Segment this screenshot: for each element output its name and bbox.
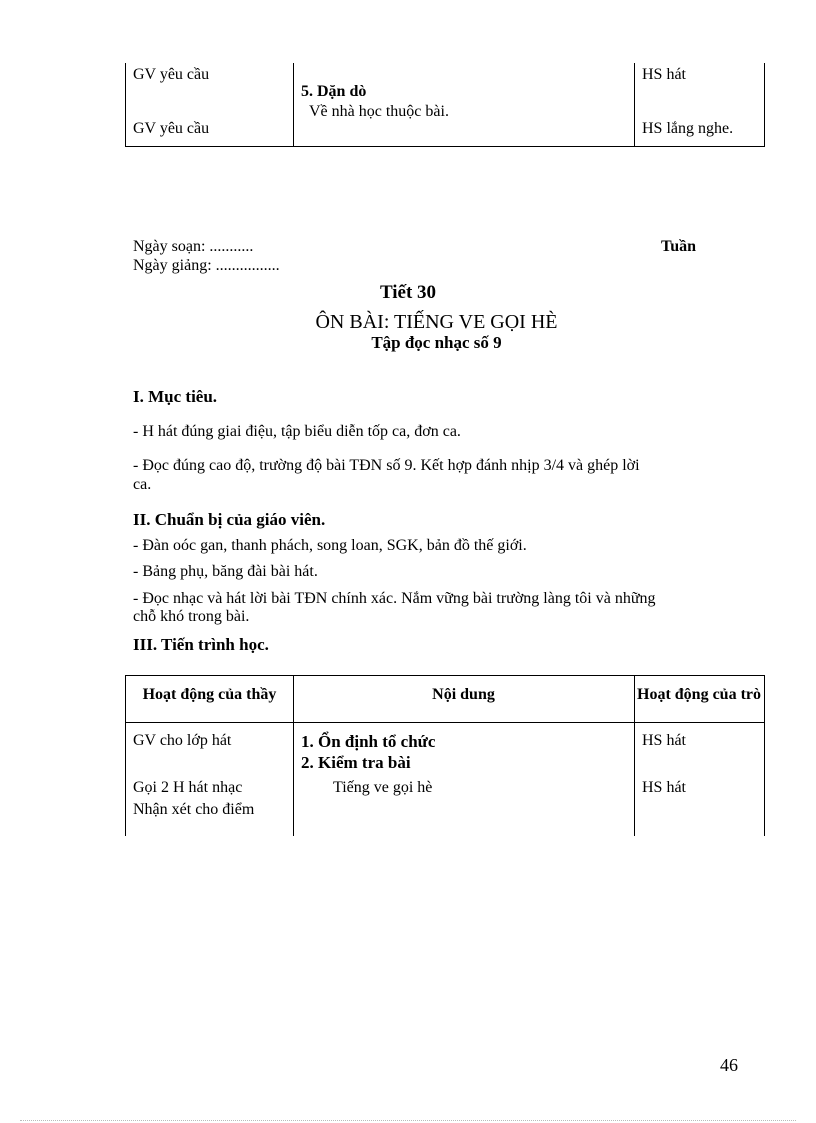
- top-table-divider: [293, 63, 294, 146]
- col-header-teacher: Hoạt động của thầy: [142, 686, 277, 703]
- table-row3-left: Gọi 2 H hát nhạc: [133, 779, 243, 796]
- section1-heading: I. Mục tiêu.: [133, 387, 218, 406]
- lesson-title: ÔN BÀI: TIẾNG VE GỌI HÈ: [315, 311, 558, 333]
- table-row1-left: GV cho lớp hát: [133, 732, 232, 749]
- table-row2-mid: 2. Kiểm tra bài: [301, 753, 411, 772]
- tuan: Tuần: [661, 238, 696, 255]
- activity-table-header-rule: [126, 722, 764, 723]
- section2-p1: - Đàn oóc gan, thanh phách, song loan, SGK, bản đồ thế giới.: [133, 537, 527, 554]
- ngay-soan: Ngày soạn: ...........: [133, 238, 254, 255]
- section2-heading: II. Chuẩn bị của giáo viên.: [133, 510, 326, 529]
- top-table-row1-mid-text: Về nhà học thuộc bài.: [309, 103, 449, 120]
- table-row3-mid: Tiếng ve gọi hè: [333, 779, 433, 796]
- table-row1-right: HS hát: [642, 732, 686, 749]
- lesson-number: Tiết 30: [379, 282, 437, 303]
- section1-p2-line1: - Đọc đúng cao độ, trường độ bài TĐN số 9. Kết hợp đánh nhịp 3/4 và ghép lời: [133, 457, 640, 474]
- top-table-row2-right: HS lắng nghe.: [642, 120, 734, 137]
- top-table-row1-left: GV yêu cầu: [133, 66, 210, 83]
- section3-heading: III. Tiến trình học.: [133, 635, 269, 654]
- top-table: [125, 63, 765, 147]
- col-header-content: Nội dung: [432, 686, 495, 703]
- table-row3-right: HS hát: [642, 779, 686, 796]
- table-row4-left: Nhận xét cho điểm: [133, 801, 255, 818]
- section1-p2-line2: ca.: [133, 476, 152, 493]
- col-header-student: Hoạt động của trò: [637, 686, 761, 703]
- section1-p1: - H hát đúng giai điệu, tập biểu diễn tốp ca, đơn ca.: [133, 423, 461, 440]
- section2-p2: - Bảng phụ, băng đài bài hát.: [133, 563, 318, 580]
- top-table-row2-left: GV yêu cầu: [133, 120, 210, 137]
- page-number: 46: [720, 1055, 738, 1075]
- lesson-subtitle: Tập đọc nhạc số 9: [371, 333, 502, 352]
- activity-table: [125, 675, 765, 836]
- top-table-row1-right: HS hát: [642, 66, 686, 83]
- section2-p3-line2: chỗ khó trong bài.: [133, 608, 250, 625]
- section2-p3-line1: - Đọc nhạc và hát lời bài TĐN chính xác. Nắm vững bài trường làng tôi và những: [133, 590, 656, 607]
- table-row1-mid: 1. Ổn định tổ chức: [301, 732, 436, 751]
- top-table-divider: [634, 63, 635, 146]
- ngay-giang: Ngày giảng: ................: [133, 257, 280, 274]
- page-bottom-rule: [20, 1120, 796, 1121]
- top-table-row1-mid-heading: 5. Dặn dò: [301, 83, 367, 100]
